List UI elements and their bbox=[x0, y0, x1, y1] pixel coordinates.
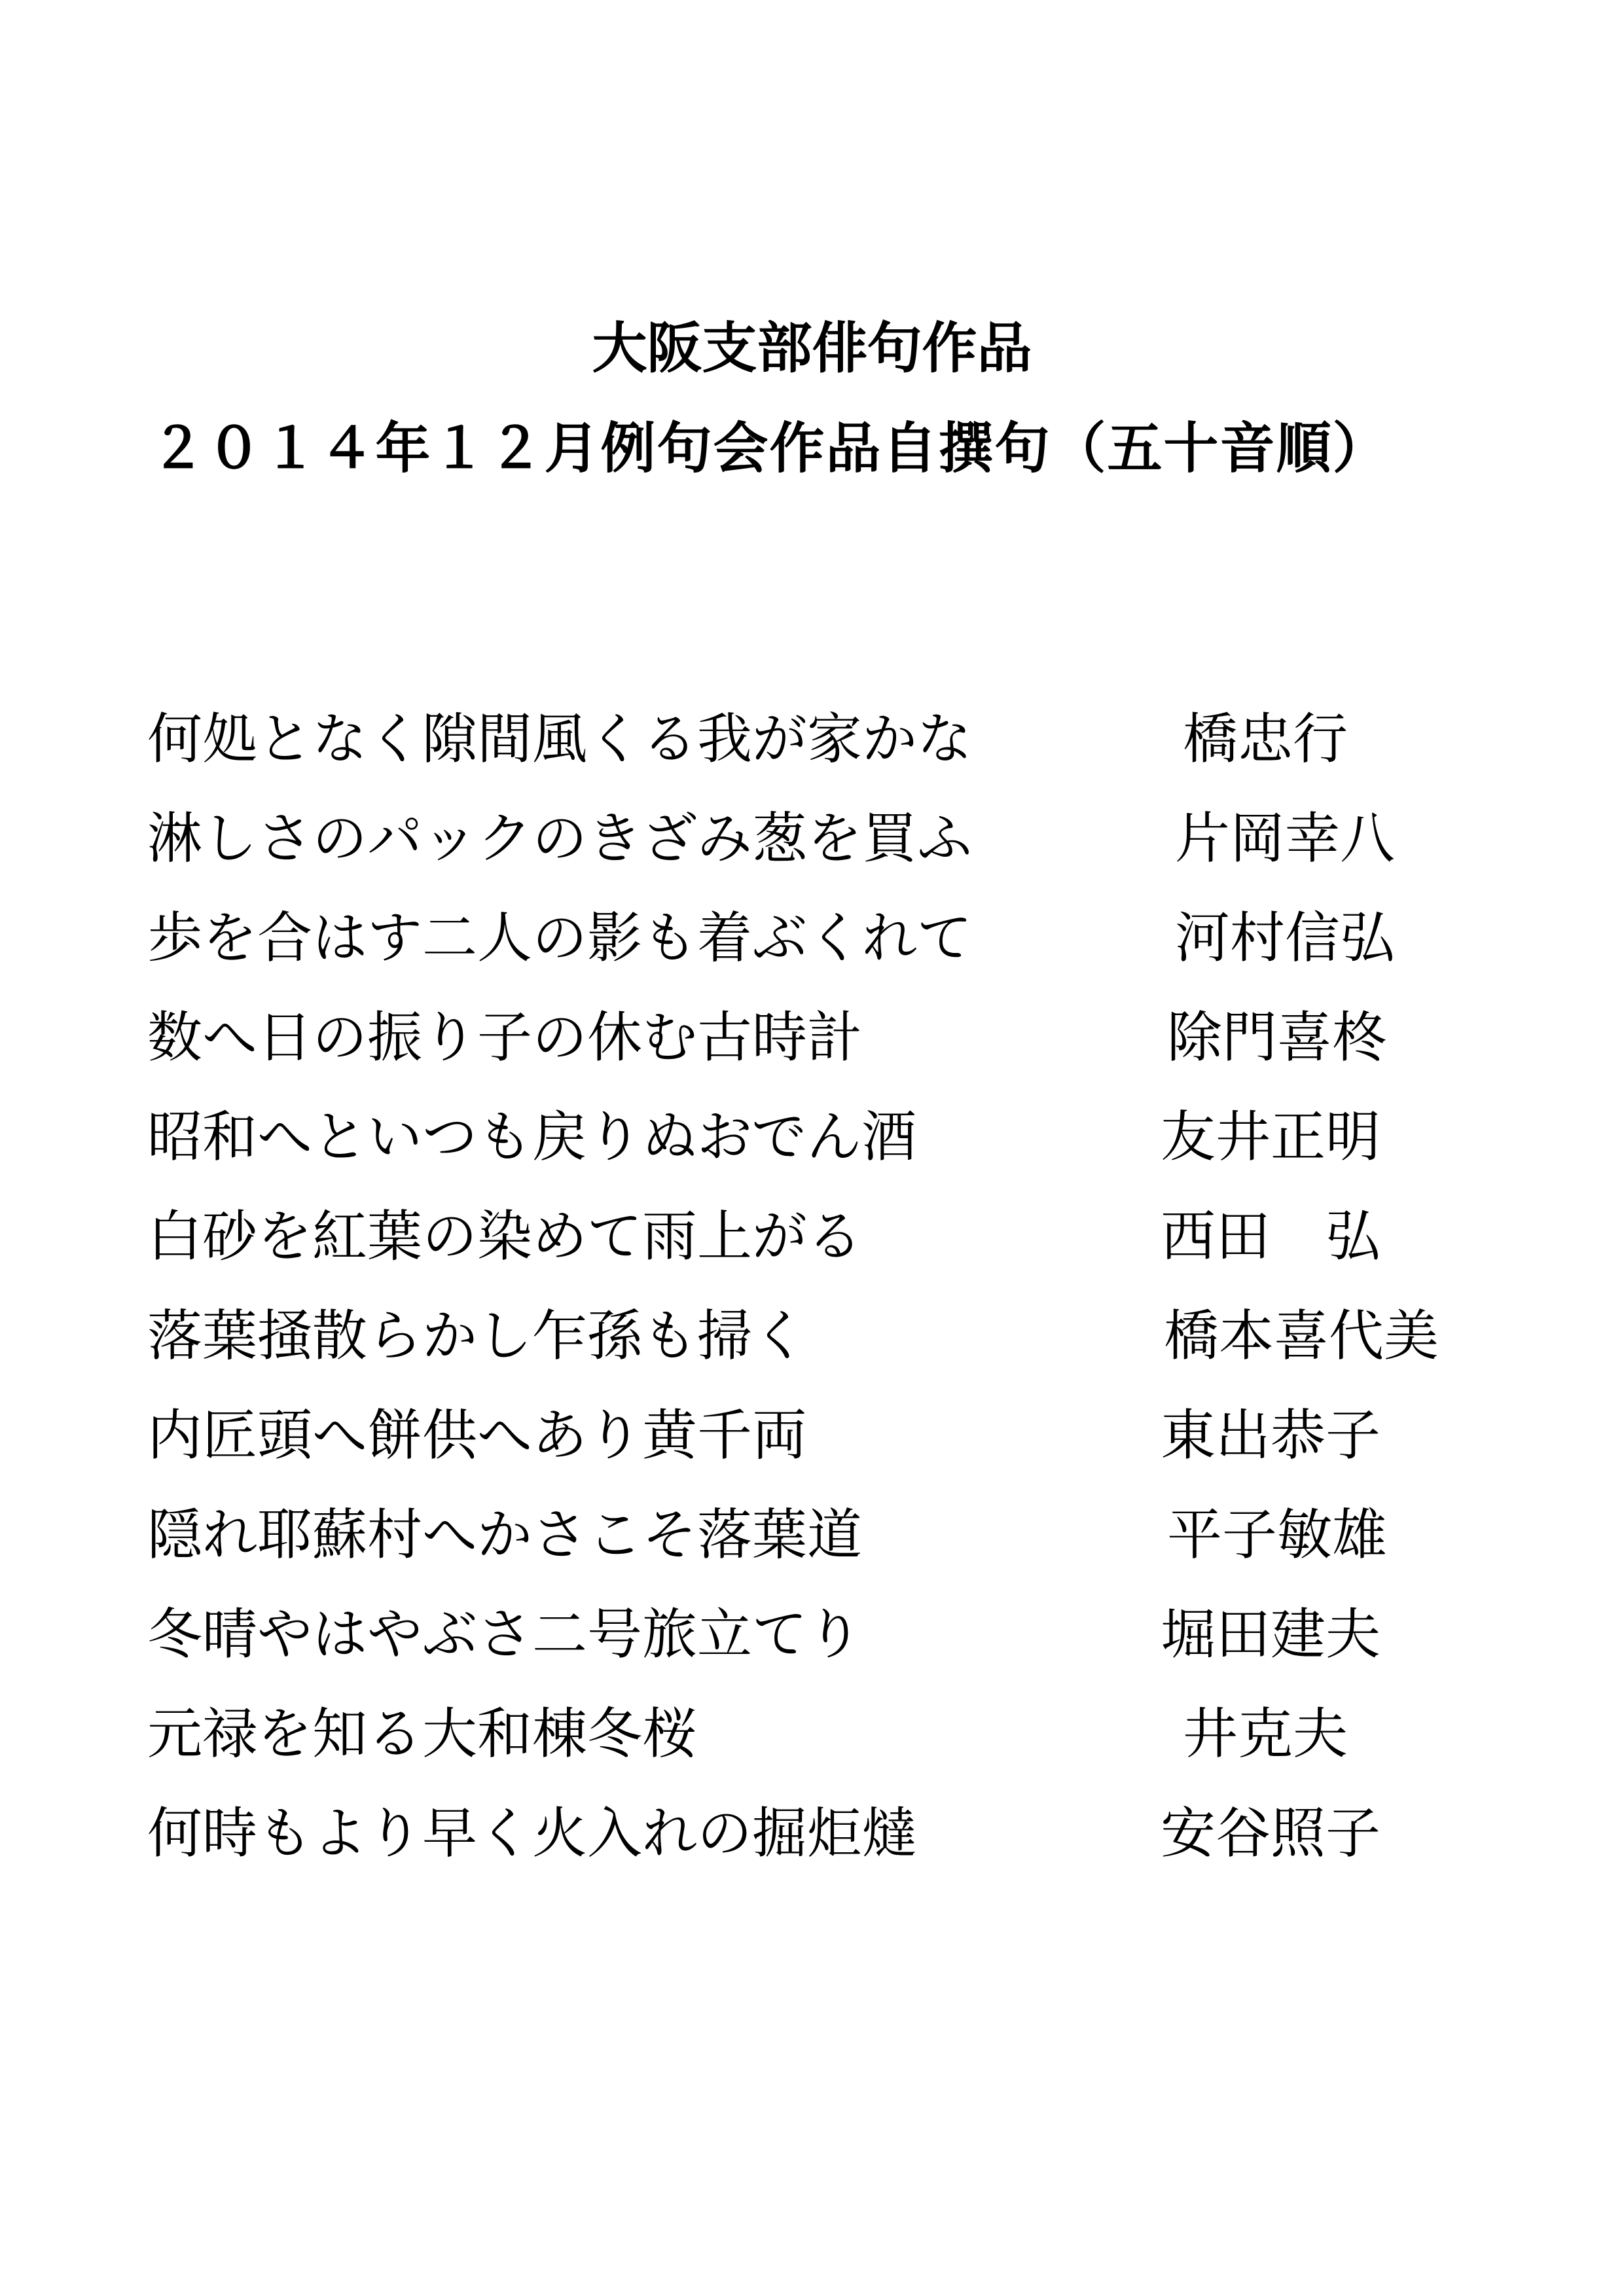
poem-author: 友井正明 bbox=[1161, 1105, 1381, 1169]
poem-author: 橋本喜代美 bbox=[1164, 1304, 1439, 1368]
poem-row bbox=[147, 1001, 1522, 1101]
poem-author: 井克夫 bbox=[1183, 1702, 1348, 1766]
poem-row bbox=[147, 1698, 1522, 1797]
poem-row bbox=[147, 802, 1522, 902]
page-subtitle: ２０１４年１２月例句会作品自撰句（五十音順） bbox=[150, 416, 1389, 480]
poem-text: 昭和へといつも戻りぬおでん酒 bbox=[147, 1105, 917, 1169]
poem-row bbox=[147, 902, 1522, 1001]
poem-text: 何時もより早く火入れの掘炬燵 bbox=[147, 1801, 918, 1865]
poem-row bbox=[147, 1300, 1522, 1399]
poem-author: 橋忠行 bbox=[1183, 707, 1348, 771]
poem-row bbox=[147, 1797, 1522, 1897]
poem-author: 片岡幸八 bbox=[1175, 806, 1396, 870]
poem-author: 堀田建夫 bbox=[1161, 1602, 1381, 1666]
poem-row bbox=[147, 1399, 1522, 1499]
poem-text: 数へ日の振り子の休む古時計 bbox=[147, 1005, 863, 1069]
poem-author: 安谷照子 bbox=[1161, 1801, 1381, 1865]
poem-author: 河村信弘 bbox=[1175, 906, 1396, 970]
poem-author: 西田 弘 bbox=[1161, 1204, 1381, 1268]
poem-text: 元禄を知る大和棟冬桜 bbox=[147, 1702, 698, 1766]
poem-text: 落葉掻散らかし乍孫も掃く bbox=[147, 1304, 808, 1368]
poem-row bbox=[147, 1499, 1522, 1598]
poem-row bbox=[147, 703, 1522, 802]
poem-text: 歩を合はす二人の影も着ぶくれて bbox=[147, 906, 973, 970]
poem-author: 除門喜柊 bbox=[1167, 1005, 1388, 1069]
poem-list bbox=[147, 703, 1522, 1897]
poem-row bbox=[147, 1598, 1522, 1698]
poem-text: 内匠頭へ餅供へあり黄千両 bbox=[147, 1403, 808, 1467]
poem-text: 何処となく隙間風くる我が家かな bbox=[147, 707, 973, 771]
poem-text: 隠れ耶蘇村へかさこそ落葉道 bbox=[147, 1503, 863, 1567]
page-title: 大阪支部俳句作品 bbox=[592, 315, 1032, 380]
poem-text: 冬晴やはやぶさ二号旅立てり bbox=[147, 1602, 863, 1666]
poem-author: 東出恭子 bbox=[1161, 1403, 1381, 1467]
poem-row bbox=[147, 1101, 1522, 1200]
poem-text: 淋しさのパックのきざみ葱を買ふ bbox=[147, 806, 973, 870]
poem-author: 平子敏雄 bbox=[1167, 1503, 1388, 1567]
poem-row bbox=[147, 1200, 1522, 1300]
poem-text: 白砂を紅葉の染めて雨上がる bbox=[147, 1204, 863, 1268]
